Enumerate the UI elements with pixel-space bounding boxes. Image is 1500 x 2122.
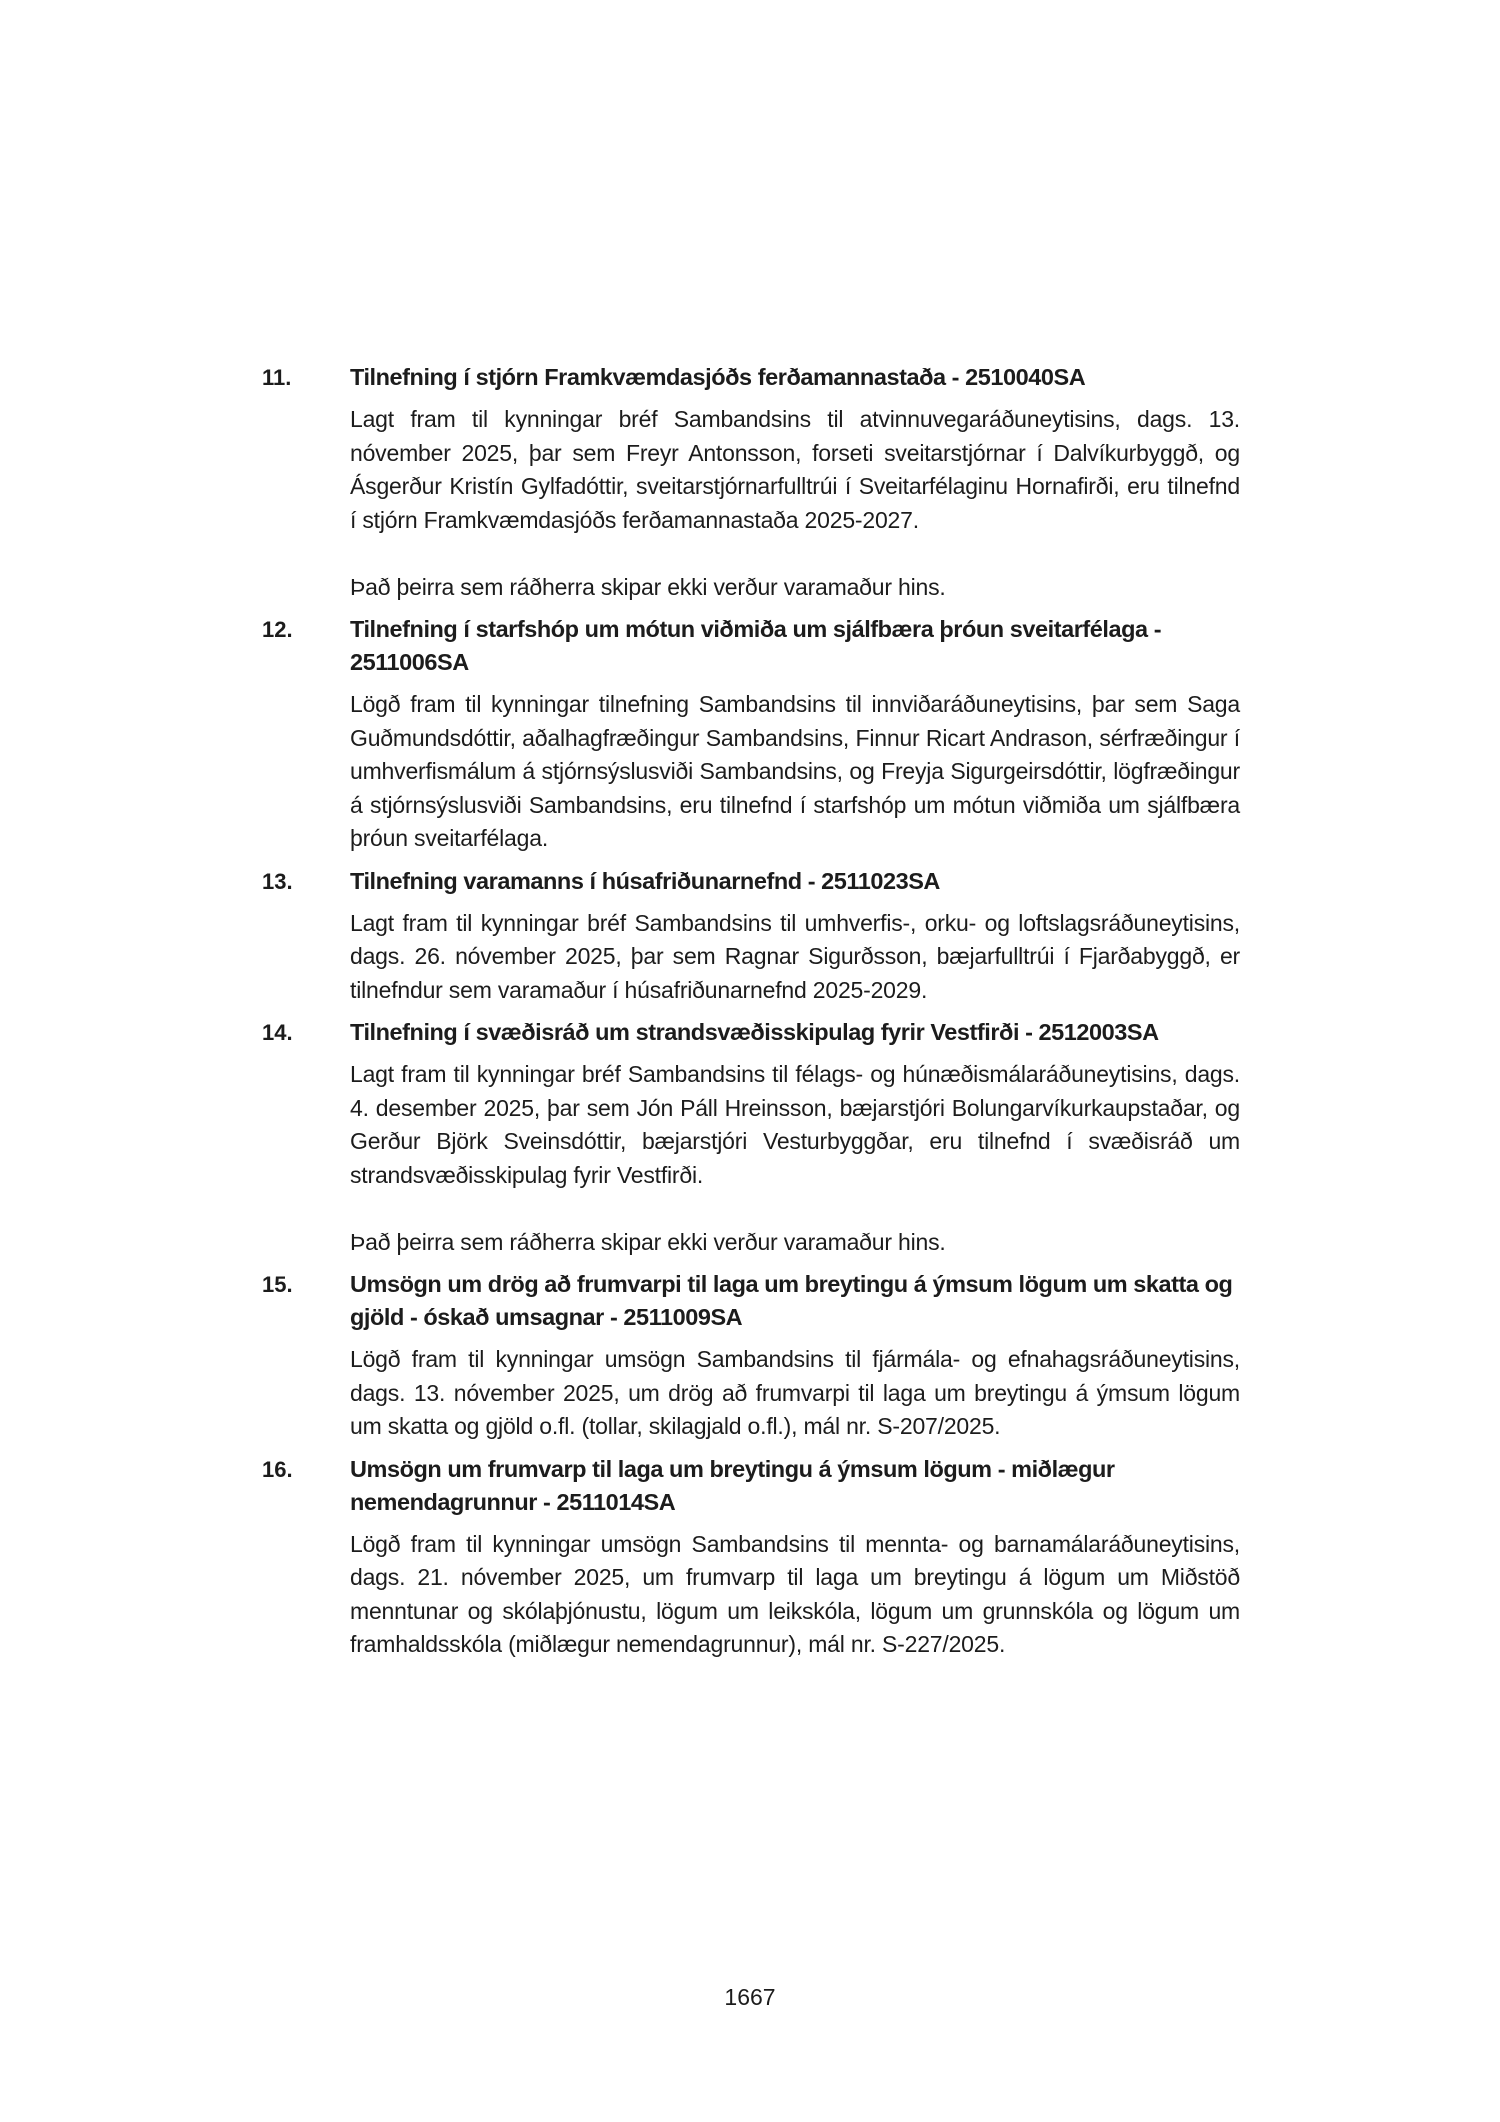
item-body xyxy=(350,403,1240,604)
item-heading xyxy=(262,1268,1240,1334)
agenda-item-16 xyxy=(262,1453,1240,1662)
item-heading xyxy=(262,1016,1240,1049)
page-number: 1667 xyxy=(724,1984,776,2010)
item-note: Það þeirra sem ráðherra skipar ekki verður varamaður hins. xyxy=(350,1228,946,1255)
item-note: Það þeirra sem ráðherra skipar ekki verður varamaður hins. xyxy=(350,573,946,600)
item-heading xyxy=(262,361,1240,394)
agenda-item-13 xyxy=(262,865,1240,1008)
item-number: 11. xyxy=(262,365,292,390)
item-paragraph: Lagt fram til kynningar bréf Sambandsins til umhverfis-, orku- og loftslagsráðuneytisins, dags. 26. nóvember 2025, þar sem Ragnar Sigurðsson, bæjarfulltrúi í Fjarðabyggð, er tilnefndur sem varamaður í húsafriðunarnefnd 2025-2029. xyxy=(350,909,1240,1003)
item-heading xyxy=(262,865,1240,898)
item-title: Tilnefning í svæðisráð um strandsvæðisskipulag fyrir Vestfirði - 2512003SA xyxy=(350,1019,1159,1045)
item-number: 12. xyxy=(262,617,293,642)
agenda-item-15 xyxy=(262,1268,1240,1444)
agenda-item-11 xyxy=(262,361,1240,604)
item-body xyxy=(350,1343,1240,1444)
item-title: Umsögn um frumvarp til laga um breytingu á ýmsum lögum - miðlægur nemendagrunnur - 2511014SA xyxy=(350,1455,1115,1515)
item-heading xyxy=(262,613,1240,679)
item-number: 16. xyxy=(262,1456,293,1482)
item-paragraph: Lögð fram til kynningar tilnefning Sambandsins til innviðaráðuneytisins, þar sem Saga Guðmundsdóttir, aðalhagfræðingur Sambandsins, Finnur Ricart Andrason, sérfræðingur í umhverfismálum á stjórnsýslusviði Sambandsins, og Freyja Sigurgeirsdóttir, lögfræðingur á stjórnsýslusviði Sambandsins, eru tilnefnd í starfshóp um mótun viðmiða um sjálfbæra þróun sveitarfélaga. xyxy=(350,691,1240,851)
agenda-item-12 xyxy=(262,613,1240,856)
item-title: Tilnefning varamanns í húsafriðunarnefnd - 2511023SA xyxy=(350,867,940,894)
item-paragraph: Lagt fram til kynningar bréf Sambandsins til atvinnuvegaráðuneytisins, dags. 13. nóvember 2025, þar sem Freyr Antonsson, forseti sveitarstjórnar í Dalvíkurbyggð, og Ásgerður Kristín Gylfadóttir, sveitarstjórnarfulltrúi í Sveitarfélaginu Hornafirði, eru tilnefnd í stjórn Framkvæmdasjóðs ferðamannastaða 2025-2027. xyxy=(350,406,1240,533)
item-number: 14. xyxy=(262,1020,293,1045)
item-paragraph: Lögð fram til kynningar umsögn Sambandsins til mennta- og barnamálaráðuneytisins, dags. 21. nóvember 2025, um frumvarp til laga um breytingu á lögum um Miðstöð menntunar og skólaþjónustu, lögum um leikskóla, lögum um grunnskóla og lögum um framhaldsskóla (miðlægur nemendagrunnur), mál nr. S-227/2025. xyxy=(350,1530,1240,1657)
item-heading xyxy=(262,1453,1240,1519)
agenda-items xyxy=(262,361,1240,1671)
item-body xyxy=(350,1058,1240,1259)
item-body xyxy=(350,1528,1240,1662)
item-paragraph: Lagt fram til kynningar bréf Sambandsins til félags- og húnæðismálaráðuneytisins, dags. 4. desember 2025, þar sem Jón Páll Hreinsson, bæjarstjóri Bolungarvíkurkaupstaðar, og Gerður Björk Sveinsdóttir, bæjarstjóri Vesturbyggðar, eru tilnefnd í svæðisráð um strandsvæðisskipulag fyrir Vestfirði. xyxy=(350,1061,1240,1188)
agenda-item-14 xyxy=(262,1016,1240,1259)
item-title: Tilnefning í stjórn Framkvæmdasjóðs ferðamannastaða - 2510040SA xyxy=(350,364,1086,390)
item-number: 15. xyxy=(262,1272,293,1297)
item-number: 13. xyxy=(262,868,293,894)
item-title: Umsögn um drög að frumvarpi til laga um breytingu á ýmsum lögum um skatta og gjöld - óskað umsagnar - 2511009SA xyxy=(350,1271,1233,1330)
item-title: Tilnefning í starfshóp um mótun viðmiða um sjálfbæra þróun sveitarfélaga - 2511006SA xyxy=(350,616,1162,675)
item-paragraph: Lögð fram til kynningar umsögn Sambandsins til fjármála- og efnahagsráðuneytisins, dags. 13. nóvember 2025, um drög að frumvarpi til laga um breytingu á ýmsum lögum um skatta og gjöld o.fl. (tollar, skilagjald o.fl.), mál nr. S-207/2025. xyxy=(350,1346,1240,1439)
item-body xyxy=(350,688,1240,856)
item-body xyxy=(350,907,1240,1008)
